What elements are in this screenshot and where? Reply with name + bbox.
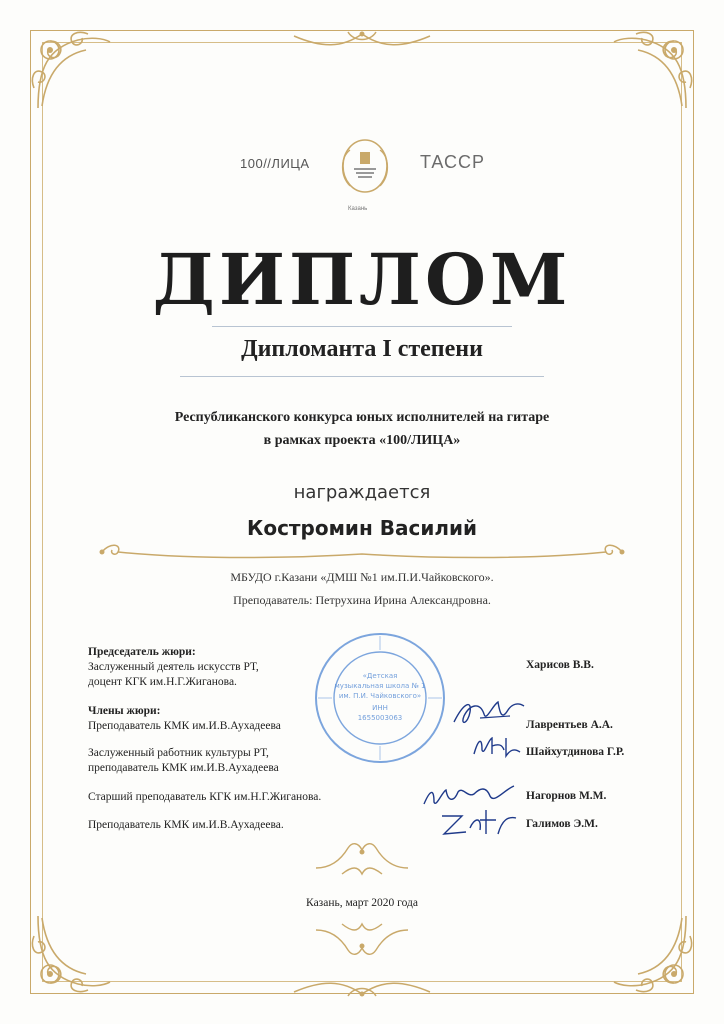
- school-info: [0, 566, 724, 612]
- jury-members-block: [88, 704, 281, 734]
- contest-line-2: в рамках проекта «100/ЛИЦА»: [263, 433, 461, 448]
- logo-tassr: ТАССР: [420, 152, 486, 172]
- jury-member-role: преподаватель КМК им.И.В.Аухадеева: [88, 762, 279, 774]
- stamp-line-2: музыкальная школа № 1: [334, 682, 426, 690]
- school-stamp-icon: [310, 628, 450, 768]
- corner-ornament-icon: [28, 906, 118, 996]
- jury-member-name: Лаврентьев А.А.: [526, 719, 613, 731]
- logo-100-lica: 100//ЛИЦА: [240, 156, 310, 171]
- diploma-title: ДИПЛОМ: [152, 238, 572, 321]
- logos-row: [0, 128, 724, 218]
- jury-member-name: Шайхутдинова Г.Р.: [526, 746, 625, 758]
- subtitle-rule: [180, 376, 544, 377]
- emblem-caption: Казань: [348, 206, 368, 212]
- jury-member-name: Нагорнов М.М.: [526, 790, 607, 802]
- bottom-flourish-icon: [292, 972, 432, 1002]
- stamp-line-4: ИНН: [372, 704, 388, 712]
- corner-ornament-icon: [606, 28, 696, 118]
- jury-member-block: [88, 790, 321, 805]
- jury-chair-name: Харисов В.В.: [526, 659, 594, 671]
- center-ornament-icon: [312, 918, 412, 960]
- jury-chair-title-1: Заслуженный деятель искусств РТ,: [88, 661, 259, 673]
- title-rule: [212, 326, 512, 327]
- recipient-name: Костромин Василий: [246, 516, 478, 540]
- center-ornament-icon: [312, 838, 412, 880]
- awarded-label: награждается: [293, 482, 431, 503]
- signature-icon: [436, 806, 520, 838]
- top-flourish-icon: [292, 26, 432, 56]
- jury-member-block: [88, 746, 279, 776]
- jury-member-role: Заслуженный работник культуры РТ,: [88, 747, 269, 759]
- teacher-name: Преподаватель: Петрухина Ирина Александровна.: [233, 593, 491, 607]
- jury-member-role: Старший преподаватель КГК им.Н.Г.Жиганова.: [88, 791, 322, 803]
- contest-description: [0, 406, 724, 452]
- stamp-line-5: 1655003063: [357, 714, 403, 722]
- name-underline-flourish-icon: [98, 538, 626, 562]
- jury-chair-block: [88, 645, 259, 690]
- jury-member-role: Преподаватель КМК им.И.В.Аухадеева.: [88, 819, 284, 831]
- jury-member-name: Галимов Э.М.: [526, 818, 598, 830]
- jury-chair-title-2: доцент КГК им.Н.Г.Жиганова.: [88, 676, 237, 688]
- diploma-degree: Дипломанта I степени: [241, 336, 483, 362]
- contest-line-1: Республиканского конкурса юных исполнителей на гитаре: [174, 410, 550, 425]
- signature-icon: [470, 730, 526, 760]
- stamp-line-1: «Детская: [362, 672, 398, 680]
- school-name: МБУДО г.Казани «ДМШ №1 им.П.И.Чайковского».: [230, 570, 494, 584]
- jury-member-block: [88, 818, 284, 833]
- ministry-emblem-icon: [330, 128, 400, 208]
- signature-icon: [450, 696, 528, 730]
- jury-members-heading: Члены жюри:: [88, 705, 161, 717]
- corner-ornament-icon: [28, 28, 118, 118]
- stamp-line-3: им. П.И. Чайковского»: [338, 692, 422, 700]
- jury-chair-heading: Председатель жюри:: [88, 646, 196, 658]
- place-date: Казань, март 2020 года: [306, 897, 418, 909]
- corner-ornament-icon: [606, 906, 696, 996]
- jury-member-role: Преподаватель КМК им.И.В.Аухадеева: [88, 720, 281, 732]
